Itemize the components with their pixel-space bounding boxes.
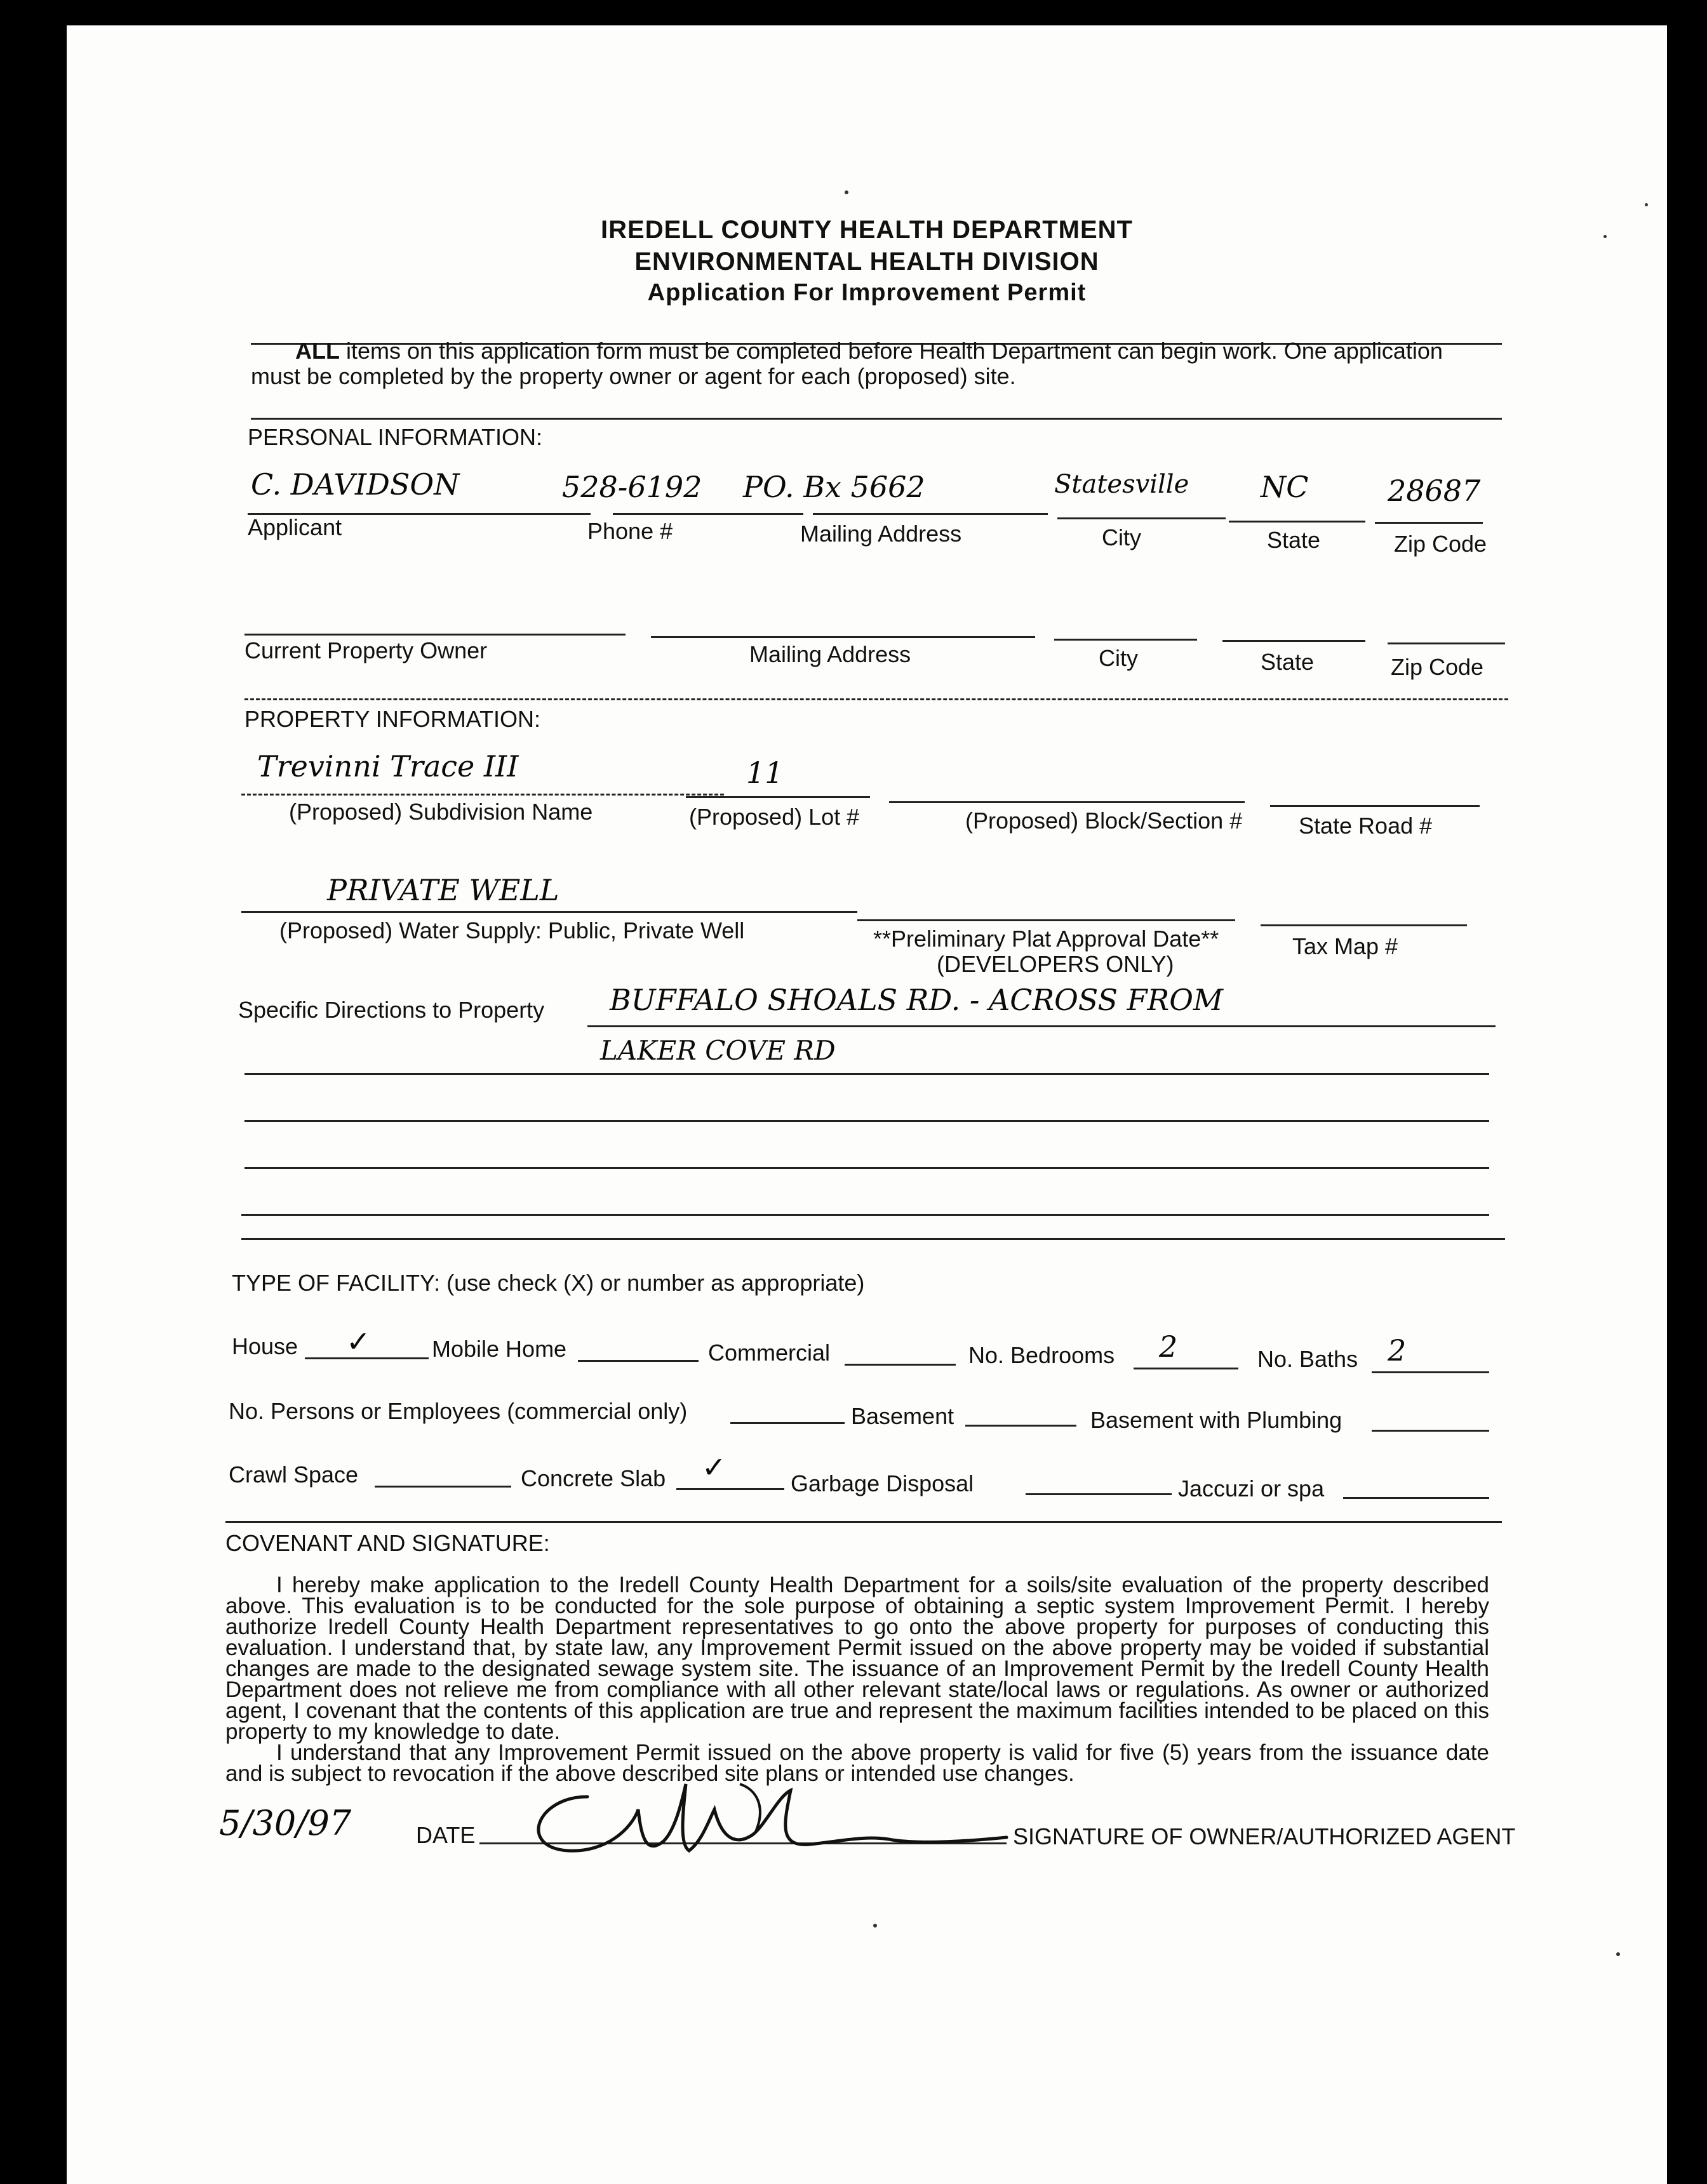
mailing-line: [813, 513, 1048, 515]
directions-line-3: [244, 1120, 1489, 1122]
owner-zip-line: [1388, 643, 1505, 644]
zip-line: [1375, 522, 1483, 524]
directions-line-5: [241, 1214, 1489, 1216]
mailing-value: PO. Bx 5662: [743, 470, 925, 504]
city-label: City: [1102, 524, 1141, 550]
owner-city-label: City: [1099, 645, 1138, 671]
basement-plumbing-line: [1372, 1430, 1489, 1432]
crawl-space-label: Crawl Space: [229, 1462, 359, 1488]
owner-zip-label: Zip Code: [1391, 654, 1484, 680]
block-line: [889, 801, 1245, 803]
intro-line-2: must be completed by the property owner or agent for each (proposed) site.: [251, 363, 1016, 389]
state-value: NC: [1261, 470, 1309, 504]
facility-section-title: TYPE OF FACILITY: (use check (X) or number as appropriate): [232, 1270, 865, 1296]
zip-value: 28687: [1388, 474, 1481, 508]
persons-line: [730, 1422, 845, 1424]
city-value: Statesville: [1054, 470, 1189, 499]
water-line: [241, 911, 857, 913]
city-line: [1057, 517, 1226, 519]
garbage-disposal-label: Garbage Disposal: [791, 1470, 974, 1496]
application-form-page: [67, 25, 1667, 2184]
road-label: State Road #: [1299, 813, 1433, 839]
directions-line-1: [587, 1025, 1496, 1027]
bedrooms-value: 2: [1159, 1329, 1178, 1364]
basement-line: [965, 1425, 1076, 1427]
lot-line: [686, 796, 870, 798]
concrete-slab-label: Concrete Slab: [521, 1465, 666, 1491]
applicant-value: C. DAVIDSON: [251, 467, 460, 502]
baths-label: No. Baths: [1257, 1346, 1358, 1372]
state-label: State: [1267, 527, 1321, 553]
applicant-label: Applicant: [248, 514, 342, 540]
owner-state-label: State: [1261, 649, 1315, 675]
directions-line-2: [244, 1073, 1489, 1075]
baths-line: [1372, 1371, 1489, 1373]
taxmap-line: [1261, 924, 1467, 926]
persons-label: No. Persons or Employees (commercial only): [229, 1398, 688, 1424]
water-label: (Proposed) Water Supply: Public, Private Well: [279, 917, 745, 943]
bedrooms-label: No. Bedrooms: [968, 1342, 1115, 1368]
taxmap-label: Tax Map #: [1292, 933, 1398, 959]
zip-label: Zip Code: [1394, 531, 1487, 557]
intro-bold: ALL: [295, 338, 340, 364]
jacuzzi-line: [1343, 1497, 1489, 1499]
crawl-space-line: [375, 1486, 511, 1488]
date-label: DATE: [416, 1822, 476, 1848]
lot-label: (Proposed) Lot #: [689, 804, 860, 830]
header-department: IREDELL COUNTY HEALTH DEPARTMENT: [601, 216, 1133, 244]
divider: [251, 418, 1502, 420]
owner-mailing-label: Mailing Address: [749, 641, 911, 667]
scan-speck: [873, 1924, 877, 1928]
date-value: 5/30/97: [219, 1803, 352, 1843]
scan-speck: [845, 190, 848, 194]
owner-mailing-line: [651, 636, 1035, 638]
mobile-home-line: [578, 1360, 699, 1362]
commercial-line: [845, 1364, 956, 1366]
state-line: [1229, 521, 1365, 523]
header-form-title: Application For Improvement Permit: [647, 279, 1087, 306]
owner-label: Current Property Owner: [244, 637, 488, 663]
divider: [225, 1521, 1502, 1523]
intro-text-1: items on this application form must be completed before Health Department can begin work. One application: [339, 338, 1443, 364]
covenant-text: [225, 1575, 1489, 1784]
house-check: ✓: [346, 1324, 371, 1359]
covenant-section-title: COVENANT AND SIGNATURE:: [225, 1530, 550, 1556]
personal-section-title: PERSONAL INFORMATION:: [248, 424, 543, 450]
directions-value-1: BUFFALO SHOALS RD. - ACROSS FROM: [610, 983, 1223, 1017]
property-section-title: PROPERTY INFORMATION:: [244, 706, 541, 732]
directions-label: Specific Directions to Property: [238, 997, 545, 1023]
scan-speck: [1616, 1952, 1620, 1956]
mobile-home-label: Mobile Home: [432, 1336, 567, 1362]
concrete-slab-check: ✓: [702, 1450, 726, 1484]
divider: [241, 1238, 1505, 1240]
jacuzzi-label: Jaccuzi or spa: [1178, 1475, 1325, 1502]
garbage-disposal-line: [1026, 1493, 1172, 1495]
plat-label: **Preliminary Plat Approval Date**: [873, 926, 1219, 952]
plat-line: [857, 919, 1235, 921]
bedrooms-line: [1134, 1368, 1238, 1369]
signature-label: SIGNATURE OF OWNER/AUTHORIZED AGENT: [1013, 1823, 1516, 1849]
water-supply-value: PRIVATE WELL: [327, 873, 559, 907]
owner-signature: [511, 1771, 1032, 1873]
scan-speck: [1645, 203, 1648, 206]
covenant-paragraph-1: I hereby make application to the Iredell County Health Department for a soils/site evaluation of the property described above. This evaluation is to be conducted for the sole purpose of obtaining a septic system Improvement Permit. I hereby authorize Iredell County Health Department representatives to go onto the above property for purposes of conducting this evaluation. I understand that, by state law, any Improvement Permit issued on the above property may be voided if substantial changes are made to the designated sewage system site. The issuance of an Improvement Permit by the Iredell County Health Department does not relieve me from compliance with all other relevant state/local laws or regulations. As owner or authorized agent, I covenant that the contents of this application are true and represent the maximum facilities intended to be placed on this property to my knowledge to date.: [225, 1573, 1489, 1744]
covenant-paragraph-2: I understand that any Improvement Permit issued on the above property is valid for five (5) years from the issuance date and is subject to revocation if the above described site plans or intended use changes.: [225, 1740, 1489, 1786]
lot-value: 11: [746, 756, 784, 790]
concrete-slab-line: [676, 1488, 784, 1490]
house-line: [305, 1357, 429, 1359]
basement-plumbing-label: Basement with Plumbing: [1090, 1407, 1342, 1433]
owner-line: [244, 634, 626, 636]
phone-line: [613, 513, 803, 515]
owner-state-line: [1222, 640, 1365, 642]
directions-line-4: [244, 1167, 1489, 1169]
phone-value: 528-6192: [562, 470, 702, 504]
road-line: [1270, 805, 1480, 807]
baths-value: 2: [1388, 1333, 1407, 1368]
scan-speck: [1603, 235, 1607, 238]
house-label: House: [232, 1333, 298, 1359]
plat-developers-label: (DEVELOPERS ONLY): [937, 951, 1174, 977]
mailing-label: Mailing Address: [800, 521, 962, 547]
divider: [244, 698, 1508, 700]
basement-label: Basement: [851, 1403, 954, 1429]
block-label: (Proposed) Block/Section #: [965, 808, 1243, 834]
subdivision-line: [241, 794, 724, 796]
commercial-label: Commercial: [708, 1340, 831, 1366]
phone-label: Phone #: [587, 518, 673, 544]
subdivision-label: (Proposed) Subdivision Name: [289, 799, 593, 825]
directions-value-2: LAKER COVE RD: [600, 1035, 836, 1066]
header-division: ENVIRONMENTAL HEALTH DIVISION: [634, 248, 1099, 276]
owner-city-line: [1054, 639, 1197, 641]
subdivision-value: Trevinni Trace III: [257, 749, 519, 783]
intro-line-1: [295, 338, 1443, 364]
